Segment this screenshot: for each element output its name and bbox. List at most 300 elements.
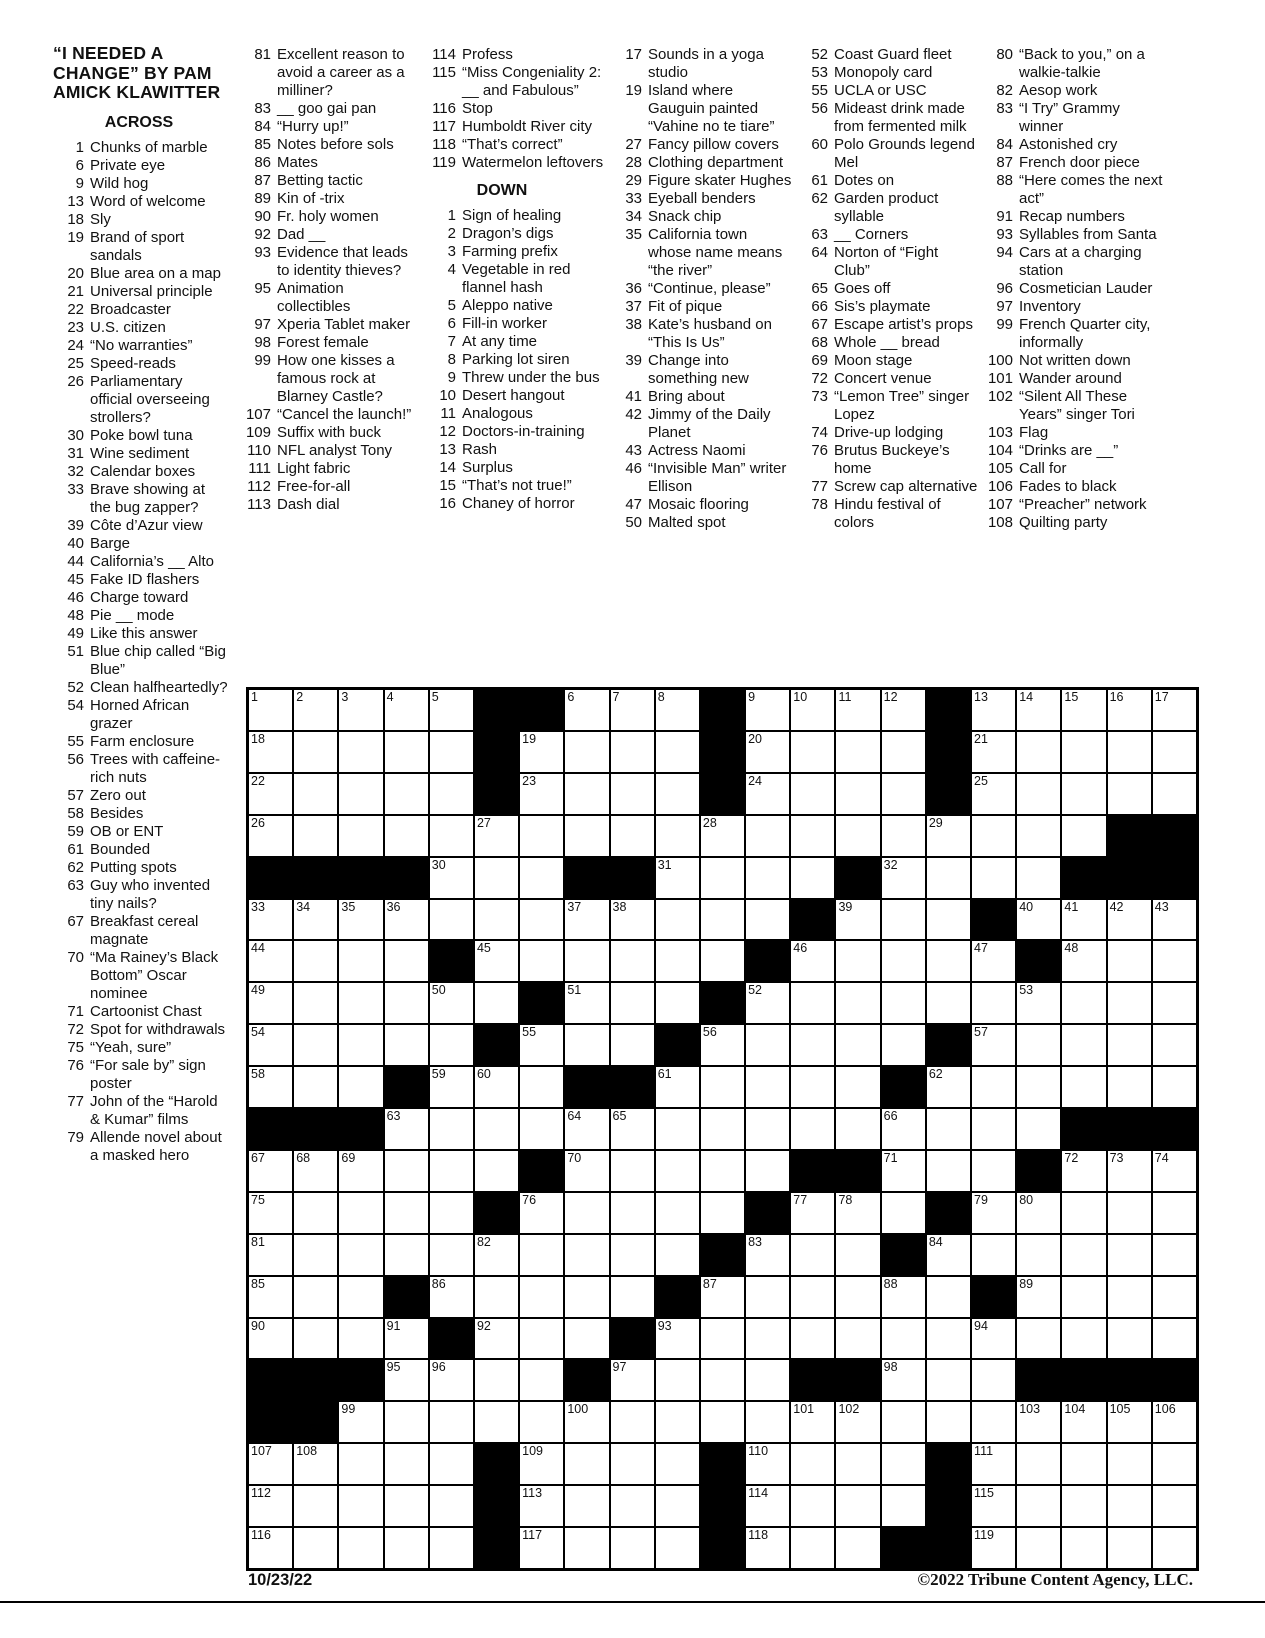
crossword-cell[interactable] bbox=[564, 1401, 609, 1443]
crossword-cell[interactable] bbox=[248, 1527, 293, 1569]
crossword-cell[interactable] bbox=[474, 1276, 519, 1318]
crossword-cell[interactable] bbox=[519, 1276, 564, 1318]
crossword-cell[interactable] bbox=[745, 899, 790, 941]
crossword-cell[interactable] bbox=[293, 1443, 338, 1485]
crossword-cell[interactable] bbox=[835, 1192, 880, 1234]
crossword-cell[interactable] bbox=[790, 1192, 835, 1234]
crossword-cell[interactable] bbox=[700, 1108, 745, 1150]
crossword-cell[interactable] bbox=[474, 899, 519, 941]
crossword-cell[interactable] bbox=[971, 1024, 1016, 1066]
crossword-cell[interactable] bbox=[564, 1108, 609, 1150]
crossword-cell[interactable] bbox=[971, 815, 1016, 857]
crossword-cell[interactable] bbox=[835, 1234, 880, 1276]
crossword-cell[interactable] bbox=[835, 815, 880, 857]
crossword-cell[interactable] bbox=[474, 982, 519, 1024]
crossword-cell[interactable] bbox=[835, 1276, 880, 1318]
crossword-cell[interactable] bbox=[293, 940, 338, 982]
crossword-cell[interactable] bbox=[564, 815, 609, 857]
crossword-cell[interactable] bbox=[1016, 1443, 1061, 1485]
crossword-cell[interactable] bbox=[338, 1024, 383, 1066]
crossword-cell[interactable] bbox=[338, 1276, 383, 1318]
crossword-cell[interactable] bbox=[881, 1108, 926, 1150]
crossword-cell[interactable] bbox=[248, 773, 293, 815]
crossword-cell[interactable] bbox=[474, 1108, 519, 1150]
crossword-cell[interactable] bbox=[926, 1401, 971, 1443]
crossword-cell[interactable] bbox=[971, 1527, 1016, 1569]
crossword-cell[interactable] bbox=[881, 1192, 926, 1234]
crossword-cell[interactable] bbox=[745, 1066, 790, 1108]
crossword-cell[interactable] bbox=[610, 1108, 655, 1150]
crossword-cell[interactable] bbox=[293, 815, 338, 857]
crossword-cell[interactable] bbox=[564, 1192, 609, 1234]
crossword-cell[interactable] bbox=[1152, 1401, 1197, 1443]
crossword-cell[interactable] bbox=[610, 1401, 655, 1443]
crossword-cell[interactable] bbox=[248, 1192, 293, 1234]
crossword-cell[interactable] bbox=[745, 1234, 790, 1276]
crossword-cell[interactable] bbox=[971, 1108, 1016, 1150]
crossword-cell[interactable] bbox=[700, 1150, 745, 1192]
crossword-cell[interactable] bbox=[971, 1066, 1016, 1108]
crossword-cell[interactable] bbox=[1016, 1024, 1061, 1066]
crossword-cell[interactable] bbox=[1061, 1527, 1106, 1569]
crossword-cell[interactable] bbox=[384, 1359, 429, 1401]
crossword-cell[interactable] bbox=[338, 899, 383, 941]
crossword-cell[interactable] bbox=[564, 1024, 609, 1066]
crossword-cell[interactable] bbox=[1152, 1485, 1197, 1527]
crossword-cell[interactable] bbox=[384, 773, 429, 815]
crossword-cell[interactable] bbox=[745, 982, 790, 1024]
crossword-cell[interactable] bbox=[881, 1359, 926, 1401]
crossword-cell[interactable] bbox=[881, 731, 926, 773]
crossword-cell[interactable] bbox=[384, 1527, 429, 1569]
crossword-cell[interactable] bbox=[1061, 1192, 1106, 1234]
crossword-cell[interactable] bbox=[745, 773, 790, 815]
crossword-cell[interactable] bbox=[338, 1318, 383, 1360]
crossword-cell[interactable] bbox=[610, 1527, 655, 1569]
crossword-cell[interactable] bbox=[293, 982, 338, 1024]
crossword-cell[interactable] bbox=[745, 815, 790, 857]
crossword-cell[interactable] bbox=[881, 940, 926, 982]
crossword-cell[interactable] bbox=[519, 773, 564, 815]
crossword-cell[interactable] bbox=[474, 1066, 519, 1108]
crossword-cell[interactable] bbox=[293, 899, 338, 941]
crossword-cell[interactable] bbox=[338, 1192, 383, 1234]
crossword-cell[interactable] bbox=[1107, 1485, 1152, 1527]
crossword-cell[interactable] bbox=[881, 1024, 926, 1066]
crossword-cell[interactable] bbox=[1061, 1401, 1106, 1443]
crossword-cell[interactable] bbox=[610, 731, 655, 773]
crossword-cell[interactable] bbox=[384, 689, 429, 731]
crossword-cell[interactable] bbox=[1016, 815, 1061, 857]
crossword-cell[interactable] bbox=[655, 1108, 700, 1150]
crossword-cell[interactable] bbox=[881, 1443, 926, 1485]
crossword-cell[interactable] bbox=[519, 1401, 564, 1443]
crossword-cell[interactable] bbox=[835, 773, 880, 815]
crossword-cell[interactable] bbox=[1107, 899, 1152, 941]
crossword-cell[interactable] bbox=[1016, 773, 1061, 815]
crossword-cell[interactable] bbox=[1152, 1318, 1197, 1360]
crossword-cell[interactable] bbox=[1016, 857, 1061, 899]
crossword-cell[interactable] bbox=[1152, 731, 1197, 773]
crossword-cell[interactable] bbox=[790, 1276, 835, 1318]
crossword-cell[interactable] bbox=[790, 940, 835, 982]
crossword-cell[interactable] bbox=[790, 1024, 835, 1066]
crossword-cell[interactable] bbox=[1107, 773, 1152, 815]
crossword-cell[interactable] bbox=[338, 1401, 383, 1443]
crossword-cell[interactable] bbox=[835, 1485, 880, 1527]
crossword-cell[interactable] bbox=[610, 1276, 655, 1318]
crossword-cell[interactable] bbox=[971, 1192, 1016, 1234]
crossword-cell[interactable] bbox=[429, 731, 474, 773]
crossword-cell[interactable] bbox=[1152, 1024, 1197, 1066]
crossword-cell[interactable] bbox=[1061, 1234, 1106, 1276]
crossword-cell[interactable] bbox=[1061, 1150, 1106, 1192]
crossword-cell[interactable] bbox=[1016, 1485, 1061, 1527]
crossword-cell[interactable] bbox=[700, 857, 745, 899]
crossword-cell[interactable] bbox=[293, 1485, 338, 1527]
crossword-cell[interactable] bbox=[790, 982, 835, 1024]
crossword-cell[interactable] bbox=[745, 857, 790, 899]
crossword-cell[interactable] bbox=[519, 1108, 564, 1150]
crossword-cell[interactable] bbox=[338, 731, 383, 773]
crossword-cell[interactable] bbox=[881, 1485, 926, 1527]
crossword-cell[interactable] bbox=[655, 1234, 700, 1276]
crossword-cell[interactable] bbox=[790, 1443, 835, 1485]
crossword-cell[interactable] bbox=[384, 1150, 429, 1192]
crossword-cell[interactable] bbox=[384, 899, 429, 941]
crossword-cell[interactable] bbox=[519, 815, 564, 857]
crossword-cell[interactable] bbox=[1107, 940, 1152, 982]
crossword-cell[interactable] bbox=[429, 689, 474, 731]
crossword-cell[interactable] bbox=[1061, 982, 1106, 1024]
crossword-cell[interactable] bbox=[248, 1024, 293, 1066]
crossword-cell[interactable] bbox=[610, 1024, 655, 1066]
crossword-cell[interactable] bbox=[655, 1192, 700, 1234]
crossword-cell[interactable] bbox=[384, 940, 429, 982]
crossword-cell[interactable] bbox=[1107, 1443, 1152, 1485]
crossword-cell[interactable] bbox=[655, 689, 700, 731]
crossword-cell[interactable] bbox=[519, 1485, 564, 1527]
crossword-cell[interactable] bbox=[1107, 1401, 1152, 1443]
crossword-cell[interactable] bbox=[835, 940, 880, 982]
crossword-cell[interactable] bbox=[881, 1276, 926, 1318]
crossword-cell[interactable] bbox=[926, 1234, 971, 1276]
crossword-cell[interactable] bbox=[655, 1401, 700, 1443]
crossword-cell[interactable] bbox=[1152, 689, 1197, 731]
crossword-cell[interactable] bbox=[564, 773, 609, 815]
crossword-cell[interactable] bbox=[293, 1276, 338, 1318]
crossword-cell[interactable] bbox=[519, 1359, 564, 1401]
crossword-cell[interactable] bbox=[338, 815, 383, 857]
crossword-cell[interactable] bbox=[293, 1318, 338, 1360]
crossword-cell[interactable] bbox=[248, 815, 293, 857]
crossword-cell[interactable] bbox=[1107, 1234, 1152, 1276]
crossword-cell[interactable] bbox=[1107, 982, 1152, 1024]
crossword-cell[interactable] bbox=[429, 1485, 474, 1527]
crossword-cell[interactable] bbox=[1152, 940, 1197, 982]
crossword-cell[interactable] bbox=[429, 1192, 474, 1234]
crossword-cell[interactable] bbox=[293, 1234, 338, 1276]
crossword-cell[interactable] bbox=[835, 731, 880, 773]
crossword-cell[interactable] bbox=[835, 1401, 880, 1443]
crossword-cell[interactable] bbox=[700, 1359, 745, 1401]
crossword-cell[interactable] bbox=[1016, 982, 1061, 1024]
crossword-cell[interactable] bbox=[790, 731, 835, 773]
crossword-cell[interactable] bbox=[564, 1276, 609, 1318]
crossword-cell[interactable] bbox=[926, 1066, 971, 1108]
crossword-cell[interactable] bbox=[1152, 773, 1197, 815]
crossword-cell[interactable] bbox=[384, 1485, 429, 1527]
crossword-cell[interactable] bbox=[881, 689, 926, 731]
crossword-cell[interactable] bbox=[926, 1276, 971, 1318]
crossword-cell[interactable] bbox=[1061, 1066, 1106, 1108]
crossword-cell[interactable] bbox=[655, 940, 700, 982]
crossword-cell[interactable] bbox=[655, 1318, 700, 1360]
crossword-cell[interactable] bbox=[610, 1485, 655, 1527]
crossword-cell[interactable] bbox=[564, 1443, 609, 1485]
crossword-cell[interactable] bbox=[429, 1443, 474, 1485]
crossword-cell[interactable] bbox=[700, 899, 745, 941]
crossword-cell[interactable] bbox=[564, 1234, 609, 1276]
crossword-cell[interactable] bbox=[519, 940, 564, 982]
crossword-cell[interactable] bbox=[293, 773, 338, 815]
crossword-cell[interactable] bbox=[338, 982, 383, 1024]
crossword-cell[interactable] bbox=[835, 1443, 880, 1485]
crossword-cell[interactable] bbox=[1061, 773, 1106, 815]
crossword-cell[interactable] bbox=[971, 1150, 1016, 1192]
crossword-cell[interactable] bbox=[655, 1485, 700, 1527]
crossword-cell[interactable] bbox=[1107, 1527, 1152, 1569]
crossword-cell[interactable] bbox=[610, 815, 655, 857]
crossword-cell[interactable] bbox=[1016, 689, 1061, 731]
crossword-cell[interactable] bbox=[971, 1318, 1016, 1360]
crossword-cell[interactable] bbox=[926, 815, 971, 857]
crossword-cell[interactable] bbox=[248, 1443, 293, 1485]
crossword-cell[interactable] bbox=[610, 899, 655, 941]
crossword-cell[interactable] bbox=[1107, 689, 1152, 731]
crossword-cell[interactable] bbox=[971, 1234, 1016, 1276]
crossword-cell[interactable] bbox=[1107, 1066, 1152, 1108]
crossword-cell[interactable] bbox=[474, 1150, 519, 1192]
crossword-cell[interactable] bbox=[971, 731, 1016, 773]
crossword-cell[interactable] bbox=[384, 1024, 429, 1066]
crossword-cell[interactable] bbox=[790, 1527, 835, 1569]
crossword-cell[interactable] bbox=[564, 1150, 609, 1192]
crossword-cell[interactable] bbox=[384, 1234, 429, 1276]
crossword-cell[interactable] bbox=[564, 1527, 609, 1569]
crossword-cell[interactable] bbox=[745, 1443, 790, 1485]
crossword-cell[interactable] bbox=[610, 773, 655, 815]
crossword-cell[interactable] bbox=[1152, 1150, 1197, 1192]
crossword-cell[interactable] bbox=[248, 899, 293, 941]
crossword-cell[interactable] bbox=[1016, 1192, 1061, 1234]
crossword-cell[interactable] bbox=[384, 1443, 429, 1485]
crossword-cell[interactable] bbox=[1016, 731, 1061, 773]
crossword-cell[interactable] bbox=[745, 1359, 790, 1401]
crossword-cell[interactable] bbox=[384, 1192, 429, 1234]
crossword-cell[interactable] bbox=[1152, 1066, 1197, 1108]
crossword-cell[interactable] bbox=[1152, 1234, 1197, 1276]
crossword-cell[interactable] bbox=[1107, 1192, 1152, 1234]
crossword-cell[interactable] bbox=[835, 1024, 880, 1066]
crossword-cell[interactable] bbox=[429, 982, 474, 1024]
crossword-cell[interactable] bbox=[881, 1318, 926, 1360]
crossword-cell[interactable] bbox=[1061, 731, 1106, 773]
crossword-cell[interactable] bbox=[248, 1276, 293, 1318]
crossword-cell[interactable] bbox=[835, 1108, 880, 1150]
crossword-cell[interactable] bbox=[700, 1276, 745, 1318]
crossword-cell[interactable] bbox=[519, 899, 564, 941]
crossword-cell[interactable] bbox=[926, 1108, 971, 1150]
crossword-cell[interactable] bbox=[1016, 1318, 1061, 1360]
crossword-cell[interactable] bbox=[700, 1024, 745, 1066]
crossword-cell[interactable] bbox=[971, 940, 1016, 982]
crossword-cell[interactable] bbox=[610, 1150, 655, 1192]
crossword-cell[interactable] bbox=[429, 1401, 474, 1443]
crossword-cell[interactable] bbox=[835, 689, 880, 731]
crossword-cell[interactable] bbox=[745, 1024, 790, 1066]
crossword-cell[interactable] bbox=[564, 1318, 609, 1360]
crossword-cell[interactable] bbox=[790, 1318, 835, 1360]
crossword-cell[interactable] bbox=[1016, 1108, 1061, 1150]
crossword-cell[interactable] bbox=[429, 1359, 474, 1401]
crossword-cell[interactable] bbox=[610, 982, 655, 1024]
crossword-cell[interactable] bbox=[745, 1276, 790, 1318]
crossword-cell[interactable] bbox=[248, 1150, 293, 1192]
crossword-cell[interactable] bbox=[474, 1318, 519, 1360]
crossword-cell[interactable] bbox=[926, 899, 971, 941]
crossword-cell[interactable] bbox=[1061, 1443, 1106, 1485]
crossword-cell[interactable] bbox=[790, 1401, 835, 1443]
crossword-cell[interactable] bbox=[474, 1401, 519, 1443]
crossword-cell[interactable] bbox=[338, 1527, 383, 1569]
crossword-cell[interactable] bbox=[881, 857, 926, 899]
crossword-cell[interactable] bbox=[745, 1150, 790, 1192]
crossword-cell[interactable] bbox=[248, 1318, 293, 1360]
crossword-cell[interactable] bbox=[1016, 1527, 1061, 1569]
crossword-cell[interactable] bbox=[519, 1066, 564, 1108]
crossword-cell[interactable] bbox=[1061, 1318, 1106, 1360]
crossword-cell[interactable] bbox=[384, 1108, 429, 1150]
crossword-cell[interactable] bbox=[474, 1234, 519, 1276]
crossword-cell[interactable] bbox=[338, 689, 383, 731]
crossword-cell[interactable] bbox=[384, 815, 429, 857]
crossword-cell[interactable] bbox=[1152, 1276, 1197, 1318]
crossword-cell[interactable] bbox=[745, 1401, 790, 1443]
crossword-cell[interactable] bbox=[655, 1066, 700, 1108]
crossword-cell[interactable] bbox=[835, 982, 880, 1024]
crossword-cell[interactable] bbox=[474, 940, 519, 982]
crossword-cell[interactable] bbox=[655, 773, 700, 815]
crossword-cell[interactable] bbox=[655, 815, 700, 857]
crossword-cell[interactable] bbox=[564, 1485, 609, 1527]
crossword-cell[interactable] bbox=[564, 940, 609, 982]
crossword-cell[interactable] bbox=[610, 1192, 655, 1234]
crossword-cell[interactable] bbox=[474, 857, 519, 899]
crossword-cell[interactable] bbox=[655, 731, 700, 773]
crossword-cell[interactable] bbox=[1016, 1234, 1061, 1276]
crossword-cell[interactable] bbox=[564, 689, 609, 731]
crossword-cell[interactable] bbox=[338, 773, 383, 815]
crossword-cell[interactable] bbox=[1061, 689, 1106, 731]
crossword-cell[interactable] bbox=[519, 1234, 564, 1276]
crossword-cell[interactable] bbox=[1016, 1066, 1061, 1108]
crossword-cell[interactable] bbox=[519, 731, 564, 773]
crossword-cell[interactable] bbox=[881, 773, 926, 815]
crossword-cell[interactable] bbox=[790, 1234, 835, 1276]
crossword-cell[interactable] bbox=[384, 982, 429, 1024]
crossword-cell[interactable] bbox=[610, 1359, 655, 1401]
crossword-cell[interactable] bbox=[700, 815, 745, 857]
crossword-cell[interactable] bbox=[790, 773, 835, 815]
crossword-cell[interactable] bbox=[293, 1192, 338, 1234]
crossword-cell[interactable] bbox=[790, 1485, 835, 1527]
crossword-cell[interactable] bbox=[926, 982, 971, 1024]
crossword-cell[interactable] bbox=[655, 1443, 700, 1485]
crossword-cell[interactable] bbox=[384, 1318, 429, 1360]
crossword-cell[interactable] bbox=[655, 1527, 700, 1569]
crossword-cell[interactable] bbox=[1152, 1527, 1197, 1569]
crossword-cell[interactable] bbox=[1061, 1024, 1106, 1066]
crossword-cell[interactable] bbox=[384, 1401, 429, 1443]
crossword-cell[interactable] bbox=[971, 1359, 1016, 1401]
crossword-cell[interactable] bbox=[564, 982, 609, 1024]
crossword-cell[interactable] bbox=[519, 1192, 564, 1234]
crossword-cell[interactable] bbox=[1016, 1401, 1061, 1443]
crossword-cell[interactable] bbox=[293, 1527, 338, 1569]
crossword-cell[interactable] bbox=[429, 857, 474, 899]
crossword-cell[interactable] bbox=[926, 1318, 971, 1360]
crossword-cell[interactable] bbox=[926, 1359, 971, 1401]
crossword-cell[interactable] bbox=[338, 1443, 383, 1485]
crossword-cell[interactable] bbox=[519, 1318, 564, 1360]
crossword-cell[interactable] bbox=[1061, 1276, 1106, 1318]
crossword-cell[interactable] bbox=[429, 1527, 474, 1569]
crossword-cell[interactable] bbox=[1152, 899, 1197, 941]
crossword-cell[interactable] bbox=[926, 857, 971, 899]
crossword-cell[interactable] bbox=[610, 689, 655, 731]
crossword-cell[interactable] bbox=[1016, 899, 1061, 941]
crossword-cell[interactable] bbox=[655, 857, 700, 899]
crossword-cell[interactable] bbox=[790, 815, 835, 857]
crossword-cell[interactable] bbox=[248, 689, 293, 731]
crossword-cell[interactable] bbox=[1016, 1276, 1061, 1318]
crossword-cell[interactable] bbox=[971, 1401, 1016, 1443]
crossword-cell[interactable] bbox=[293, 1024, 338, 1066]
crossword-cell[interactable] bbox=[564, 899, 609, 941]
crossword-cell[interactable] bbox=[429, 1150, 474, 1192]
crossword-cell[interactable] bbox=[1107, 1276, 1152, 1318]
crossword-cell[interactable] bbox=[248, 940, 293, 982]
crossword-cell[interactable] bbox=[745, 1527, 790, 1569]
crossword-cell[interactable] bbox=[293, 731, 338, 773]
crossword-cell[interactable] bbox=[745, 1108, 790, 1150]
crossword-cell[interactable] bbox=[474, 1359, 519, 1401]
crossword-cell[interactable] bbox=[745, 1485, 790, 1527]
crossword-cell[interactable] bbox=[790, 857, 835, 899]
crossword-cell[interactable] bbox=[1152, 1192, 1197, 1234]
crossword-cell[interactable] bbox=[971, 1485, 1016, 1527]
crossword-cell[interactable] bbox=[338, 940, 383, 982]
crossword-cell[interactable] bbox=[655, 982, 700, 1024]
crossword-cell[interactable] bbox=[745, 731, 790, 773]
crossword-cell[interactable] bbox=[248, 1234, 293, 1276]
crossword-cell[interactable] bbox=[519, 1443, 564, 1485]
crossword-cell[interactable] bbox=[429, 1234, 474, 1276]
crossword-cell[interactable] bbox=[881, 815, 926, 857]
crossword-cell[interactable] bbox=[564, 731, 609, 773]
crossword-cell[interactable] bbox=[971, 982, 1016, 1024]
